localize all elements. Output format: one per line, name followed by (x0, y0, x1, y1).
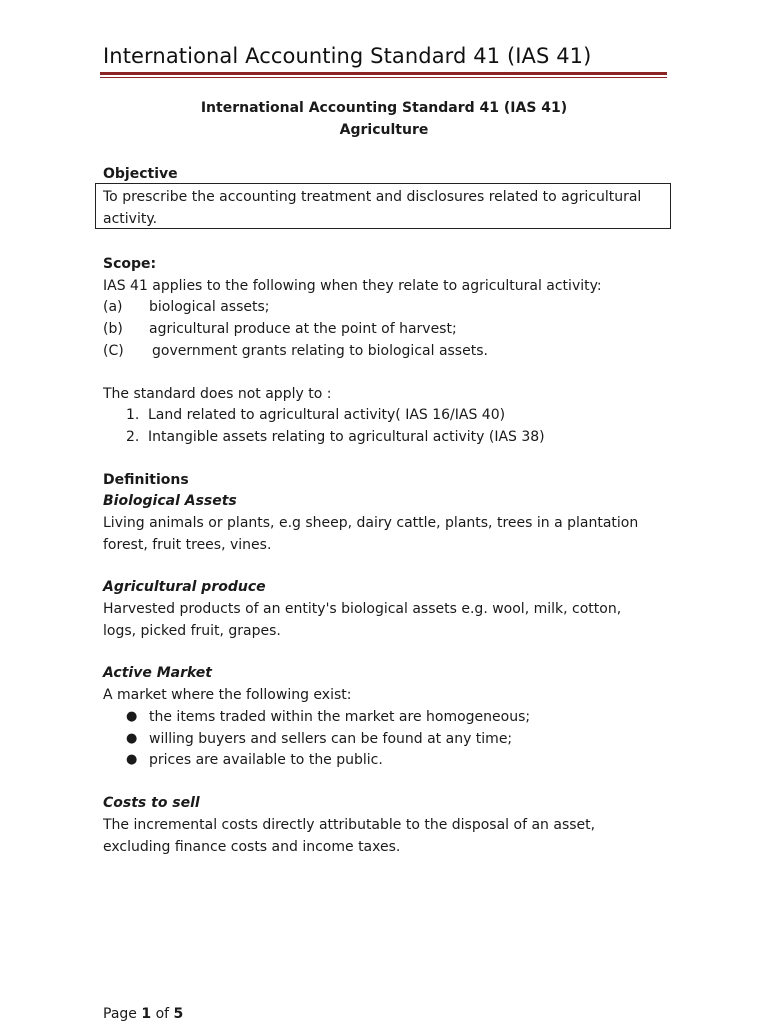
scope-heading: Scope: (103, 256, 157, 272)
bullet-text: the items traded within the market are homogeneous; (149, 709, 531, 725)
term-active-market: Active Market (103, 665, 212, 681)
objective-heading: Objective (103, 166, 178, 182)
definition-line: forest, fruit trees, vines. (103, 537, 272, 553)
scope-item-label: (C) (103, 343, 124, 359)
definition-line: Living animals or plants, e.g sheep, dairy cattle, plants, trees in a plantation (103, 515, 639, 531)
exclusion-text: Intangible assets relating to agricultural activity (IAS 38) (148, 429, 545, 445)
definition-line: excluding finance costs and income taxes. (103, 839, 401, 855)
scope-item-text: biological assets; (149, 299, 270, 315)
scope-item-label: (a) (103, 299, 123, 315)
term-biological-assets: Biological Assets (103, 493, 237, 509)
term-costs-to-sell: Costs to sell (103, 795, 200, 811)
page-of: of (155, 1006, 170, 1022)
objective-box (95, 183, 671, 229)
definition-intro: A market where the following exist: (103, 687, 352, 703)
header-rule-thick (100, 72, 667, 75)
definitions-heading: Definitions (103, 472, 189, 488)
exclusions-intro: The standard does not apply to : (103, 386, 332, 402)
bullet-dot: ● (126, 752, 138, 767)
page-total: 5 (173, 1006, 184, 1022)
bullet-text: willing buyers and sellers can be found at any time; (149, 731, 513, 747)
definition-line: Harvested products of an entity's biological assets e.g. wool, milk, cotton, (103, 601, 622, 617)
definition-line: The incremental costs directly attributable to the disposal of an asset, (103, 817, 596, 833)
definition-line: logs, picked fruit, grapes. (103, 623, 281, 639)
scope-item-label: (b) (103, 321, 123, 337)
scope-item-text: government grants relating to biological assets. (152, 343, 488, 359)
bullet-dot: ● (126, 709, 138, 724)
document-title: International Accounting Standard 41 (IAS 41) (200, 100, 568, 116)
running-header: International Accounting Standard 41 (IAS 41) (103, 44, 592, 68)
scope-intro: IAS 41 applies to the following when they relate to agricultural activity: (103, 278, 602, 294)
term-agricultural-produce: Agricultural produce (103, 579, 266, 595)
exclusion-text: Land related to agricultural activity( IAS 16/IAS 40) (148, 407, 506, 423)
page-prefix: Page (103, 1006, 137, 1022)
document-subtitle: Agriculture (339, 122, 429, 138)
exclusion-number: 2. (126, 429, 140, 445)
bullet-text: prices are available to the public. (149, 752, 383, 768)
header-rule-thin (100, 77, 667, 78)
page-current: 1 (141, 1006, 152, 1022)
exclusion-number: 1. (126, 407, 140, 423)
scope-item-text: agricultural produce at the point of harvest; (149, 321, 457, 337)
bullet-dot: ● (126, 731, 138, 746)
objective-line: activity. (103, 211, 158, 227)
objective-line: To prescribe the accounting treatment and disclosures related to agricultural (103, 189, 642, 205)
page-number (103, 1006, 183, 1022)
